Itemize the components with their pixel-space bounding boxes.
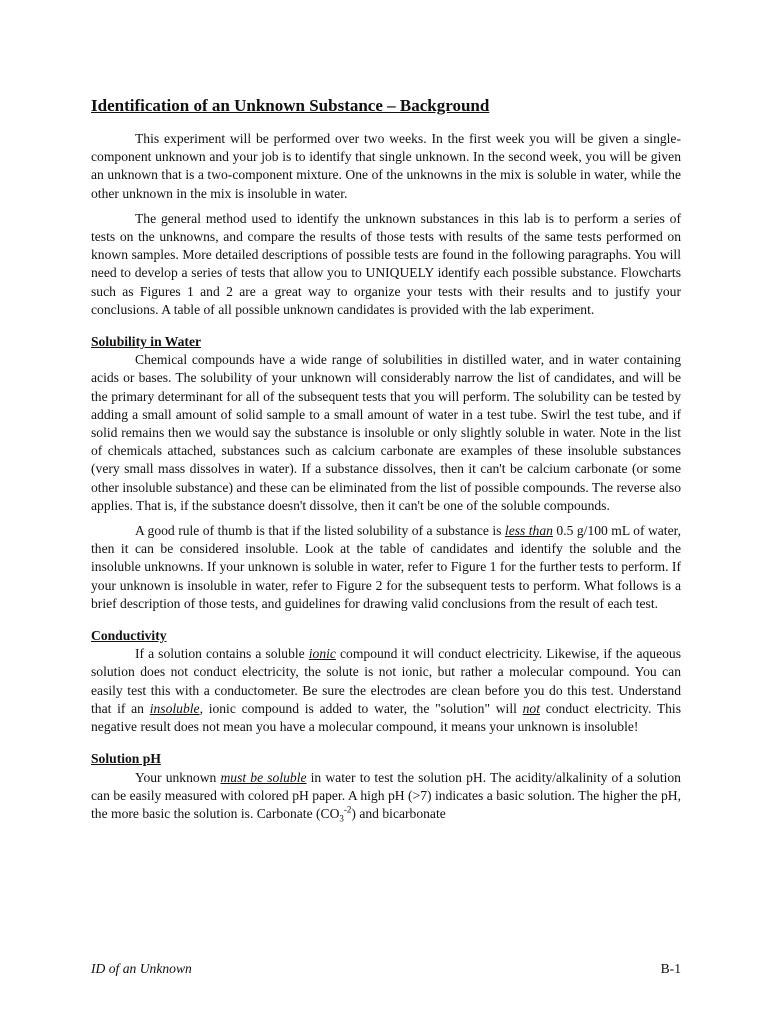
solubility-text-b: 0.5 g/100 mL of water, then it can be considered insoluble. Look at the table of candidates and identify the soluble and the insoluble unknowns. If your unknown is soluble in water, refer to Figure 1 for the further tests to perform. If your unknown is insoluble in water, refer to Figure 2 for the subsequent tests to perform. What follows is a brief description of those tests, and guidelines for drawing valid conclusions from the result of each test. bbox=[91, 523, 681, 611]
page-title: Identification of an Unknown Substance – Background bbox=[91, 96, 490, 115]
page-footer bbox=[91, 960, 681, 978]
solubility-paragraph-2 bbox=[91, 522, 681, 613]
conductivity-text-b: compound it will conduct electricity. Likewise, if the aqueous solution does not conduct electricity, the solute is not ionic, but rather a molecular compound. You can easily test this with a conductometer. Be sure the electrodes are clean before you do this test. Understand that if an bbox=[91, 646, 682, 716]
emphasis-must-be-soluble: must be soluble bbox=[220, 769, 307, 785]
ph-paragraph bbox=[91, 769, 681, 824]
conductivity-paragraph bbox=[91, 645, 681, 736]
document-body bbox=[91, 96, 681, 830]
conductivity-text-d: conduct electricity. This negative result does not mean you have a molecular compound, it means your unknown is insoluble! bbox=[91, 700, 681, 735]
ph-text-a: Your unknown bbox=[135, 769, 221, 785]
carbonate-superscript: -2 bbox=[343, 804, 352, 815]
emphasis-less-than: less than bbox=[504, 523, 553, 539]
footer-title: ID of an Unknown bbox=[91, 961, 192, 976]
emphasis-not: not bbox=[522, 700, 540, 716]
intro-paragraph-1: This experiment will be performed over two weeks. In the first week you will be given a single-component unknown and your job is to identify that single unknown. In the second week, you will be given an unknown that is a two-component mixture. One of the unknowns in the mix is soluble in water, while the other unknown in the mix is insoluble in water. bbox=[91, 131, 681, 201]
page-number: B-1 bbox=[660, 961, 681, 976]
solubility-heading: Solubility in Water bbox=[91, 334, 202, 350]
ph-heading: Solution pH bbox=[91, 751, 161, 767]
conductivity-heading: Conductivity bbox=[91, 628, 167, 644]
emphasis-ionic: ionic bbox=[308, 646, 336, 662]
conductivity-text-a: If a solution contains a soluble bbox=[135, 646, 309, 662]
ph-text-b: in water to test the solution pH. The acidity/alkalinity of a solution can be easily measured with colored pH paper. A high pH (>7) indicates a basic solution. The higher the pH, the more basic the solution is. Carbonate (CO bbox=[91, 769, 681, 821]
ph-text-c: ) and bicarbonate bbox=[351, 805, 446, 821]
solubility-paragraph-1: Chemical compounds have a wide range of solubilities in distilled water, and in water containing acids or bases. The solubility of your unknown will considerably narrow the list of candidates, and will be the primary determinant for all of the subsequent tests that you will perform. The solubility can be tested by adding a small amount of solid sample to a small amount of water in a test tube. Swirl the test tube, and if solid remains then we would say the substance is insoluble or only slightly soluble in water. Note in the list of chemicals attached, substances such as calcium carbonate are examples of these insoluble substances (very small mass dissolves in water). If a substance dissolves, then it can't be calcium carbonate (or some other insoluble substance) and these can be eliminated from the list of possible compounds. The reverse also applies. That is, if the substance doesn't dissolve, then it can't be one of the soluble compounds. bbox=[91, 352, 681, 513]
intro-paragraph-2: The general method used to identify the unknown substances in this lab is to perform a series of tests on the unknowns, and compare the results of those tests with results of the same tests performed on known samples. More detailed descriptions of possible tests are found in the following paragraphs. You will need to develop a series of tests that allow you to UNIQUELY identify each possible substance. Flowcharts such as Figures 1 and 2 are a great way to organize your tests with their results and to justify your conclusions. A table of all possible unknown candidates is provided with the lab experiment. bbox=[91, 210, 681, 317]
solubility-text-a: A good rule of thumb is that if the listed solubility of a substance is bbox=[135, 523, 505, 539]
conductivity-text-c: , ionic compound is added to water, the "solution" will bbox=[199, 700, 523, 716]
carbonate-subscript: 3 bbox=[339, 813, 344, 824]
emphasis-insoluble: insoluble bbox=[149, 700, 200, 716]
